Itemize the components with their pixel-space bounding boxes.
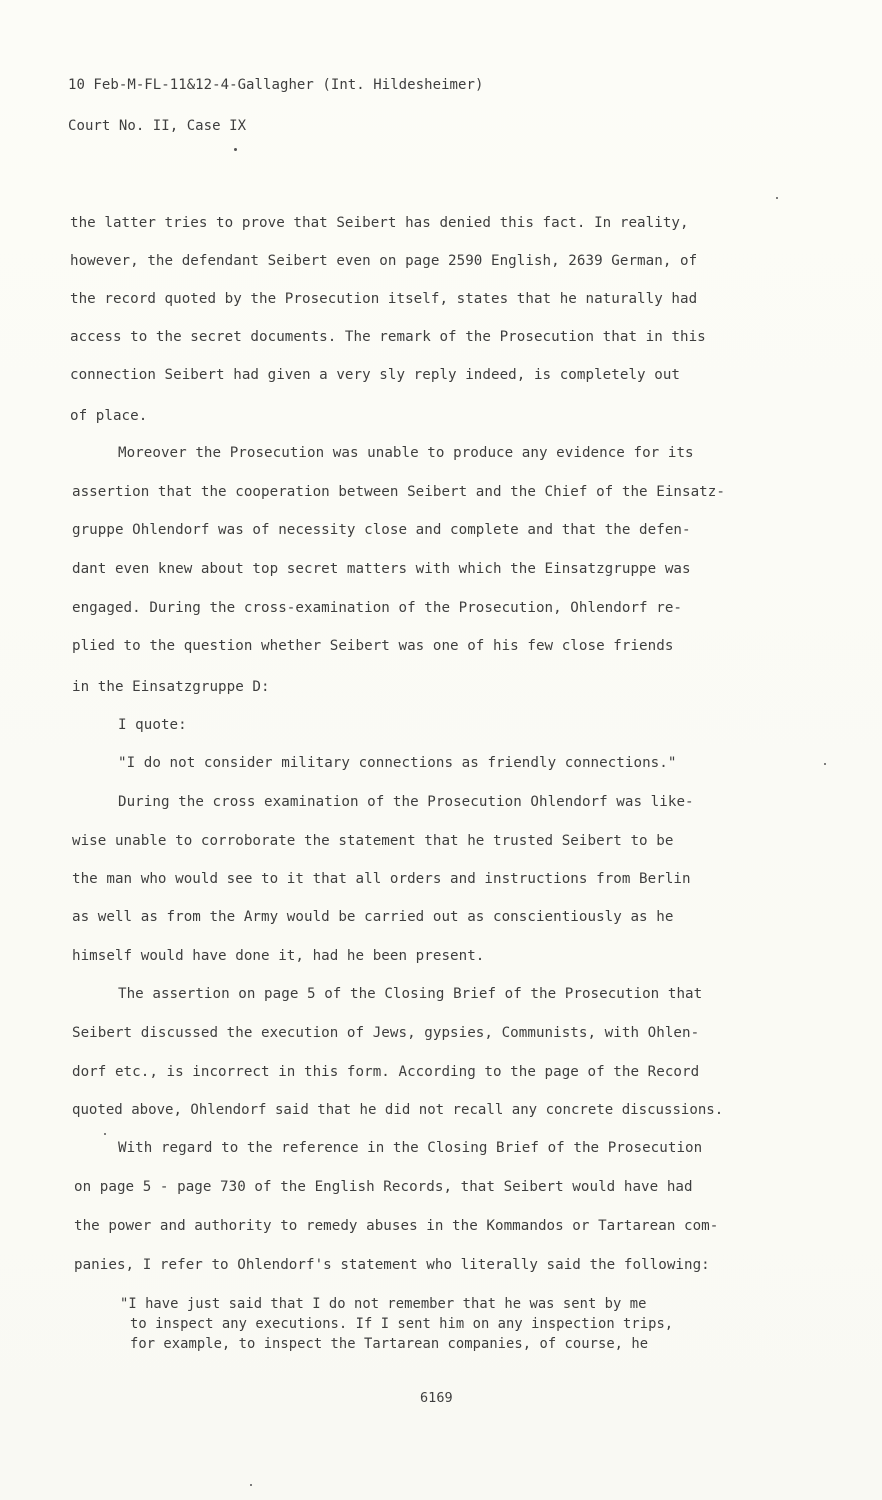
body-line: plied to the question whether Seibert was one of his few close friends (72, 638, 674, 654)
body-line: Seibert discussed the execution of Jews, gypsies, Communists, with Ohlen- (72, 1025, 700, 1041)
body-line: gruppe Ohlendorf was of necessity close and complete and that the defen- (72, 522, 691, 538)
body-line: The assertion on page 5 of the Closing Brief of the Prosecution that (118, 986, 703, 1002)
block-quote-line: to inspect any executions. If I sent him on any inspection trips, (130, 1316, 674, 1332)
body-line: wise unable to corroborate the statement that he trusted Seibert to be (72, 833, 674, 849)
ink-mark (250, 1484, 252, 1486)
body-line: Moreover the Prosecution was unable to produce any evidence for its (118, 445, 694, 461)
body-line: assertion that the cooperation between Seibert and the Chief of the Einsatz- (72, 484, 725, 500)
body-line: however, the defendant Seibert even on page 2590 English, 2639 German, of (70, 253, 698, 269)
body-line: With regard to the reference in the Closing Brief of the Prosecution (118, 1140, 703, 1156)
body-line: as well as from the Army would be carried out as conscientiously as he (72, 909, 674, 925)
quote-line: "I do not consider military connections as friendly connections." (118, 755, 677, 771)
quote-intro: I quote: (118, 717, 187, 733)
body-line: panies, I refer to Ohlendorf's statement who literally said the following: (74, 1257, 710, 1273)
body-line: the latter tries to prove that Seibert has denied this fact. In reality, (70, 215, 689, 231)
body-line: the power and authority to remedy abuses in the Kommandos or Tartarean com- (74, 1218, 719, 1234)
body-line: the man who would see to it that all orders and instructions from Berlin (72, 871, 691, 887)
ink-mark (776, 197, 778, 199)
header-line-1: 10 Feb-M-FL-11&12-4-Gallagher (Int. Hildesheimer) (68, 77, 484, 93)
body-line: himself would have done it, had he been present. (72, 948, 485, 964)
body-line: of place. (70, 408, 148, 424)
body-line: connection Seibert had given a very sly reply indeed, is completely out (70, 367, 681, 383)
body-line: dorf etc., is incorrect in this form. According to the page of the Record (72, 1064, 700, 1080)
page-number: 6169 (420, 1390, 453, 1406)
body-line: During the cross examination of the Prosecution Ohlendorf was like- (118, 794, 694, 810)
ink-mark (234, 148, 237, 151)
body-line: the record quoted by the Prosecution itself, states that he naturally had (70, 291, 698, 307)
header-line-2: Court No. II, Case IX (68, 118, 247, 134)
body-line: in the Einsatzgruppe D: (72, 679, 270, 695)
body-line: access to the secret documents. The remark of the Prosecution that in this (70, 329, 706, 345)
body-line: on page 5 - page 730 of the English Records, that Seibert would have had (74, 1179, 693, 1195)
ink-mark (824, 763, 826, 765)
ink-mark (104, 1133, 106, 1135)
body-line: dant even knew about top secret matters with which the Einsatzgruppe was (72, 561, 691, 577)
body-line: engaged. During the cross-examination of the Prosecution, Ohlendorf re- (72, 600, 683, 616)
block-quote-line: for example, to inspect the Tartarean companies, of course, he (130, 1336, 649, 1352)
body-line: quoted above, Ohlendorf said that he did not recall any concrete discussions. (72, 1102, 724, 1118)
block-quote-line: "I have just said that I do not remember that he was sent by me (120, 1296, 647, 1312)
